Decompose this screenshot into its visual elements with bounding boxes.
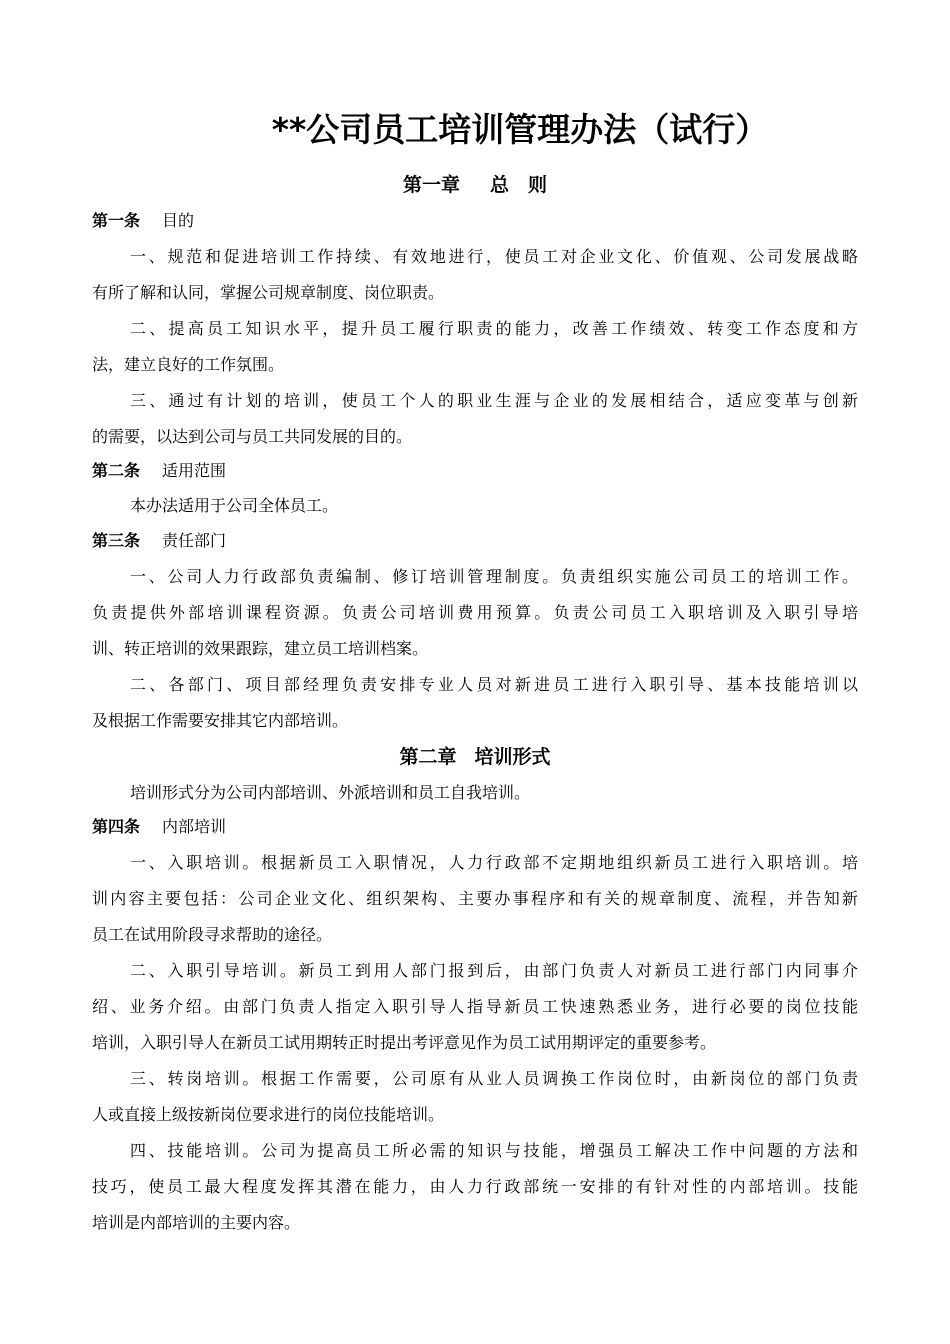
paragraph-line: 一、公司人力行政部负责编制、修订培训管理制度。负责组织实施公司员工的培训工作。 <box>130 567 858 586</box>
paragraph-line: 训、转正培训的效果跟踪，建立员工培训档案。 <box>92 639 429 658</box>
paragraph-line: 员工在试用阶段寻求帮助的途径。 <box>92 925 333 944</box>
article-1-heading <box>92 209 858 233</box>
paragraph-line: 绍、业务介绍。由部门负责人指定入职引导人指导新员工快速熟悉业务，进行必要的岗位技能 <box>92 997 858 1016</box>
article-1-name: 目的 <box>162 211 195 230</box>
paragraph-line: 培训是内部培训的主要内容。 <box>92 1213 301 1232</box>
paragraph-line: 培训，入职引导人在新员工试用期转正时提出考评意见作为员工试用期评定的重要参考。 <box>92 1033 717 1052</box>
article-3-heading <box>92 529 858 553</box>
paragraph-line: 一、规范和促进培训工作持续、有效地进行，使员工对企业文化、价值观、公司发展战略 <box>130 247 858 266</box>
chapter-1-label: 第一章 <box>402 174 460 196</box>
paragraph-line: 法，建立良好的工作氛围。 <box>92 355 285 374</box>
article-2-number: 第二条 <box>92 461 141 480</box>
article-2-name: 适用范围 <box>162 461 227 480</box>
article-1-number: 第一条 <box>92 211 141 230</box>
paragraph-line: 三、通过有计划的培训，使员工个人的职业生涯与企业的发展相结合，适应变革与创新 <box>130 391 858 410</box>
paragraph-line: 二、各部门、项目部经理负责安排专业人员对新进员工进行入职引导、基本技能培训以 <box>130 675 858 694</box>
chapter-2-name: 培训形式 <box>474 746 551 768</box>
article-3-number: 第三条 <box>92 531 141 550</box>
chapter-1-name: 总 则 <box>490 174 548 196</box>
paragraph-line: 负责提供外部培训课程资源。负责公司培训费用预算。负责公司员工入职培训及入职引导培 <box>92 603 858 622</box>
article-2-heading <box>92 459 858 483</box>
paragraph-line: 二、提高员工知识水平，提升员工履行职责的能力，改善工作绩效、转变工作态度和方 <box>130 319 858 338</box>
chapter-2-label: 第二章 <box>399 746 457 768</box>
chapter-2-intro: 培训形式分为公司内部培训、外派培训和员工自我培训。 <box>130 783 531 802</box>
paragraph-line: 训内容主要包括：公司企业文化、组织架构、主要办事程序和有关的规章制度、流程，并告知新 <box>92 889 858 908</box>
paragraph-line: 技巧，使员工最大程度发挥其潜在能力，由人力行政部统一安排的有针对性的内部培训。技能 <box>92 1177 858 1196</box>
paragraph-line: 二、入职引导培训。新员工到用人部门报到后，由部门负责人对新员工进行部门内同事介 <box>130 961 858 980</box>
paragraph-line: 一、入职培训。根据新员工入职情况，人力行政部不定期地组织新员工进行入职培训。培 <box>130 853 858 872</box>
article-4-name: 内部培训 <box>162 817 227 836</box>
paragraph-line: 有所了解和认同，掌握公司规章制度、岗位职责。 <box>92 283 445 302</box>
paragraph-line: 的需要，以达到公司与员工共同发展的目的。 <box>92 427 413 446</box>
article-4-heading <box>92 815 858 839</box>
chapter-2-heading <box>0 742 950 772</box>
article-4-number: 第四条 <box>92 817 141 836</box>
paragraph-line: 人或直接上级按新岗位要求进行的岗位技能培训。 <box>92 1105 445 1124</box>
paragraph-line: 本办法适用于公司全体员工。 <box>130 496 339 515</box>
paragraph-line: 三、转岗培训。根据工作需要，公司原有从业人员调换工作岗位时，由新岗位的部门负责 <box>130 1069 858 1088</box>
paragraph-line: 四、技能培训。公司为提高员工所必需的知识与技能，增强员工解决工作中问题的方法和 <box>130 1141 858 1160</box>
paragraph-line: 及根据工作需要安排其它内部培训。 <box>92 711 349 730</box>
document-title: **公司员工培训管理办法（试行） <box>271 110 769 149</box>
article-3-name: 责任部门 <box>162 531 227 550</box>
chapter-1-heading <box>0 170 950 200</box>
